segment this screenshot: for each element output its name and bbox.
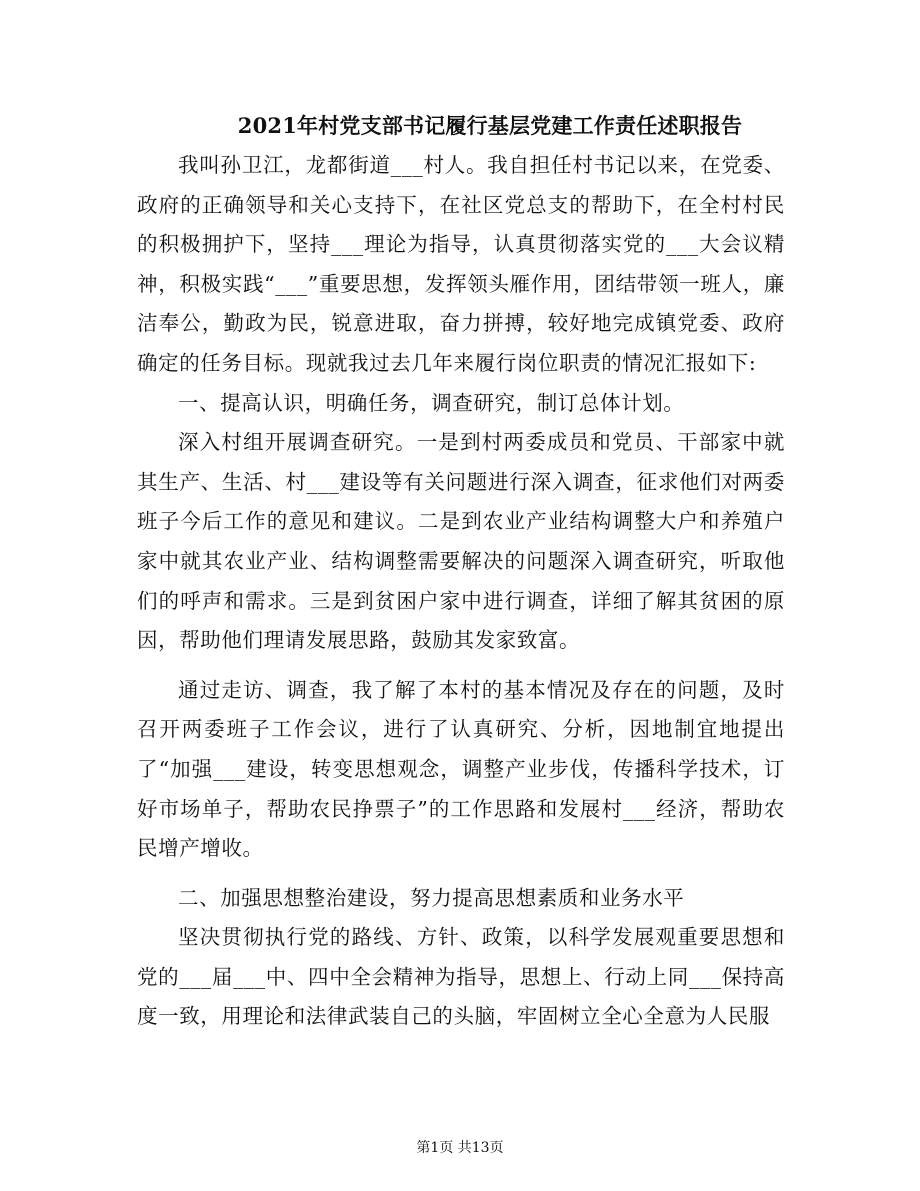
page-number-footer: 第1页 共13页 [416, 1140, 504, 1156]
paragraph-research: 深入村组开展调查研究。一是到村两委成员和党员、干部家中就其生产、生活、村___建设等有关问题进行深入调查，征求他们对两委班子今后工作的意见和建议。二是到农业产业结构调整大户和养殖户家中就其农业产业、结构调整需要解决的问题深入调查研究，听取他们的呼声和需求。三是到贫困户家中进行调查，详细了解其贫困的原因，帮助他们理请发展思路，鼓励其发家致富。 [137, 430, 785, 653]
section-heading-1: 一、提高认识，明确任务，调查研究，制订总体计划。 [178, 390, 685, 415]
document-title: 2021年村党支部书记履行基层党建工作责任述职报告 [237, 113, 743, 138]
paragraph-ideology: 坚决贯彻执行党的路线、方针、政策，以科学发展观重要思想和党的___届___中、四中全会精神为指导，思想上、行动上同___保持高度一致，用理论和法律武装自己的头脑，牢固树立全心全意为人民服 [137, 925, 785, 1029]
paragraph-findings: 通过走访、调查，我了解了本村的基本情况及存在的问题，及时召开两委班子工作会议，进行了认真研究、分析，因地制宜地提出了“加强___建设，转变思想观念，调整产业步伐，传播科学技术，订好市场单子，帮助农民挣票子”的工作思路和发展村___经济，帮助农民增产增收。 [137, 677, 785, 861]
section-heading-2: 二、加强思想整治建设，努力提高思想素质和业务水平 [178, 885, 685, 910]
document-body [137, 146, 785, 1037]
paragraph-intro: 我叫孙卫江，龙都街道___村人。我自担任村书记以来，在党委、政府的正确领导和关心支持下，在社区党总支的帮助下，在全村村民的积极拥护下，坚持___理论为指导，认真贯彻落实党的___大会议精神，积极实践“___”重要思想，发挥领头雁作用，团结带领一班人，廉洁奉公，勤政为民，锐意进取，奋力拼搏，较好地完成镇党委、政府确定的任务目标。现就我过去几年来履行岗位职责的情况汇报如下: [137, 153, 785, 375]
